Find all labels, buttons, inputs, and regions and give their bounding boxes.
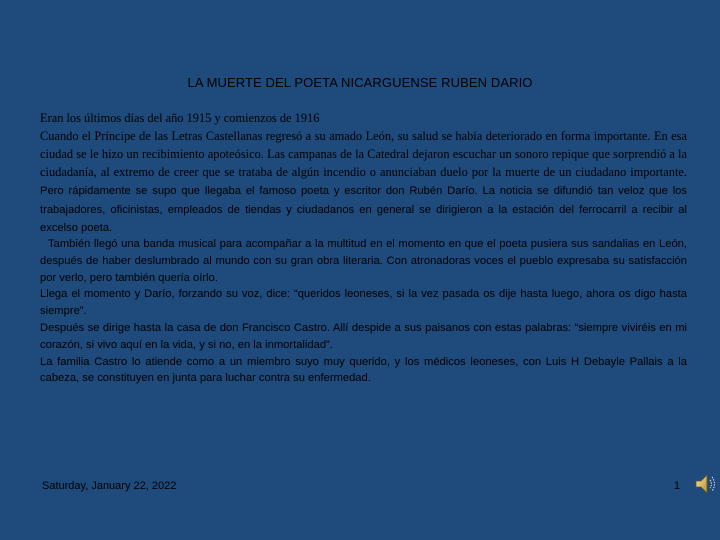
footer-date: Saturday, January 22, 2022 <box>42 480 177 492</box>
page-number: 1 <box>673 480 680 492</box>
paragraph-arrival-serif: Cuando el Príncipe de las Letras Castellanas regresó a su amado León, su salud se había deteriorado en forma importante. En esa ciudad se le hizo un recibimiento apoteósico. Las campanas de la Catedral dejaron escuchar un sonoro repique que sorprendió a la ciudadanía, al extremo de creer que se trataba de algún incendio o anunciaban duelo por la muerte de un ciudadano importante. <box>40 128 687 179</box>
speaker-icon[interactable] <box>694 472 716 496</box>
text-block-1 <box>40 110 687 237</box>
paragraph-arrival <box>40 127 687 237</box>
text-block-2 <box>40 236 687 387</box>
paragraph-castro-house: Después se dirige hasta la casa de don Francisco Castro. Allí despide a sus paisanos con estas palabras: “siempre viviréis en mi corazón, si vivo aquí en la vida, y si no, en la inmortalidad”. <box>40 321 687 351</box>
slide-title: LA MUERTE DEL POETA NICARGUENSE RUBEN DARIO <box>187 75 533 90</box>
paragraph-band: También llegó una banda musical para acompañar a la multitud en el momento en que el poeta pusiera sus sandalias en León, después de haber deslumbrado al mundo con su gran obra literaria. Con atronadoras voces el pueblo expresaba su satisfacción por verlo, pero también quería oírlo. <box>40 238 687 284</box>
paragraph-arrival-sans: Pero rápidamente se supo que llegaba el famoso poeta y escritor don Rubén Darío. La noticia se difundió tan veloz que los trabajadores, oficinistas, empleados de tiendas y ciudadanos en general se dirigieron a la estación del ferrocarril a recibir al excelso poeta. <box>40 184 687 235</box>
paragraph-doctors: La familia Castro lo atiende como a un miembro suyo muy querido, y los médicos leoneses, con Luis H Debayle Pallais a la cabeza, se constituyen en junta para luchar contra su enfermedad. <box>40 355 687 385</box>
paragraph-speech: Llega el momento y Darío, forzando su voz, dice: “queridos leoneses, si la vez pasada os dije hasta luego, ahora os digo hasta siempre”. <box>40 288 687 318</box>
intro-line: Eran los últimos días del año 1915 y comienzos de 1916 <box>40 111 320 125</box>
